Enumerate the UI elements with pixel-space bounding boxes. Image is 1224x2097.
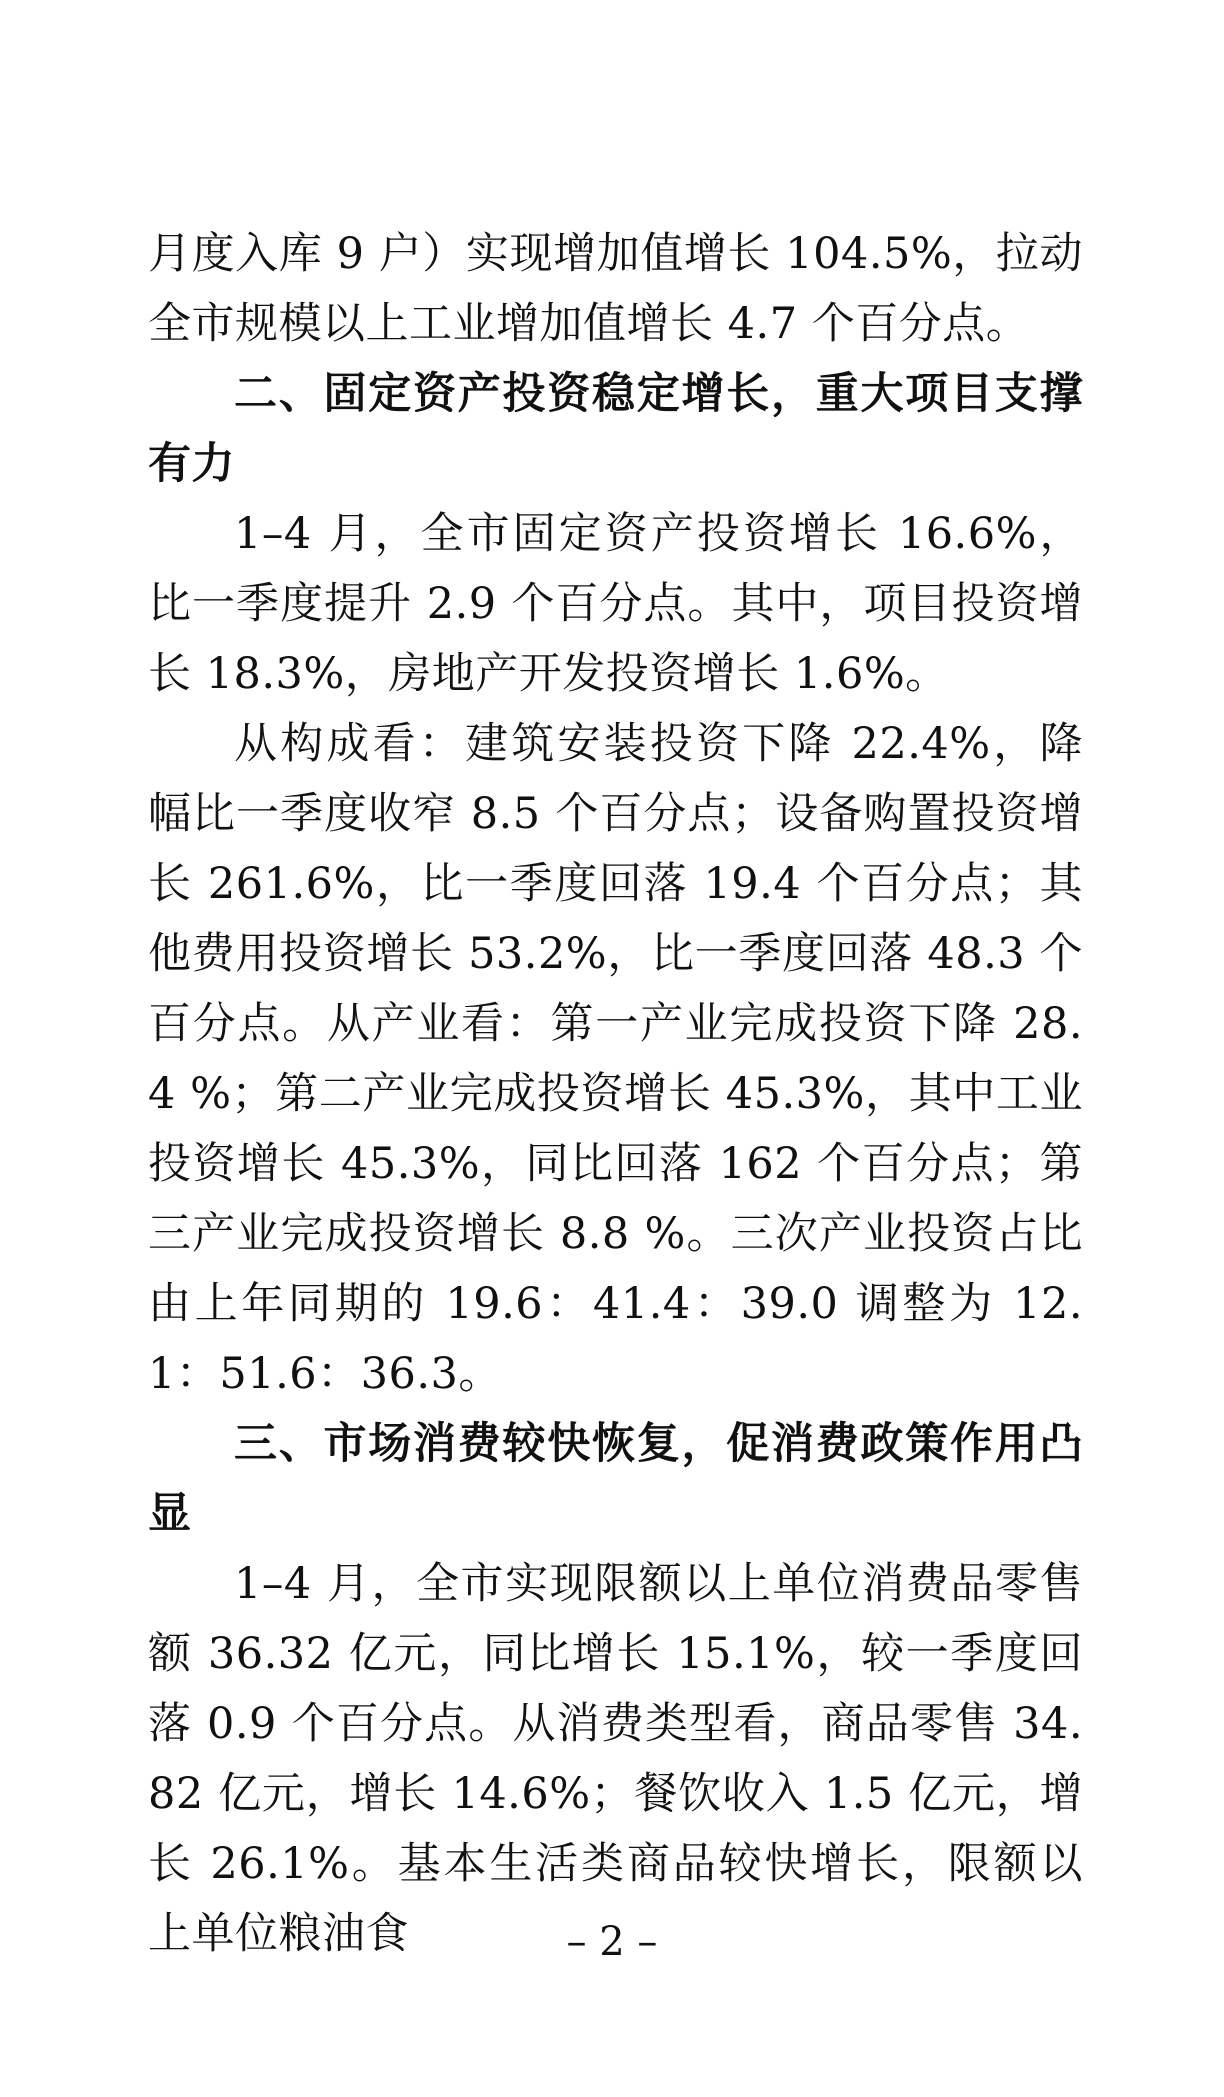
paragraph-investment-composition: 从构成看：建筑安装投资下降 22.4%，降幅比一季度收窄 8.5 个百分点；设备购置投资增长 261.6%，比一季度回落 19.4 个百分点；其他费用投资增长 53.2%，比一季度回落 48.3 个百分点。从产业看：第一产业完成投资下降 28.4 %；第二产业完成投资增长 45.3%，其中工业投资增长 45.3%，同比回落 162 个百分点；第三产业完成投资增长 8.8 %。三次产业投资占比由上年同期的 19.6：41.4：39.0 调整为 12.1：51.6：36.3。 [148, 719, 1083, 1399]
paragraph-continued: 月度入库 9 户）实现增加值增长 104.5%，拉动全市规模以上工业增加值增长 4.7 个百分点。 [148, 229, 1083, 349]
paragraph-investment-summary: 1–4 月，全市固定资产投资增长 16.6%，比一季度提升 2.9 个百分点。其中，项目投资增长 18.3%，房地产开发投资增长 1.6%。 [148, 509, 1083, 699]
section-heading-3: 三、市场消费较快恢复，促消费政策作用凸显 [148, 1419, 1083, 1539]
paragraph-consumption: 1–4 月，全市实现限额以上单位消费品零售额 36.32 亿元，同比增长 15.1%，较一季度回落 0.9 个百分点。从消费类型看，商品零售 34.82 亿元，增长 14.6%；餐饮收入 1.5 亿元，增长 26.1%。基本生活类商品较快增长，限额以上单位粮油食 [148, 1559, 1083, 1959]
section-heading-2: 二、固定资产投资稳定增长，重大项目支撑有力 [148, 369, 1083, 489]
document-body [148, 219, 1083, 1969]
page-number: – 2 – [566, 1919, 658, 1965]
